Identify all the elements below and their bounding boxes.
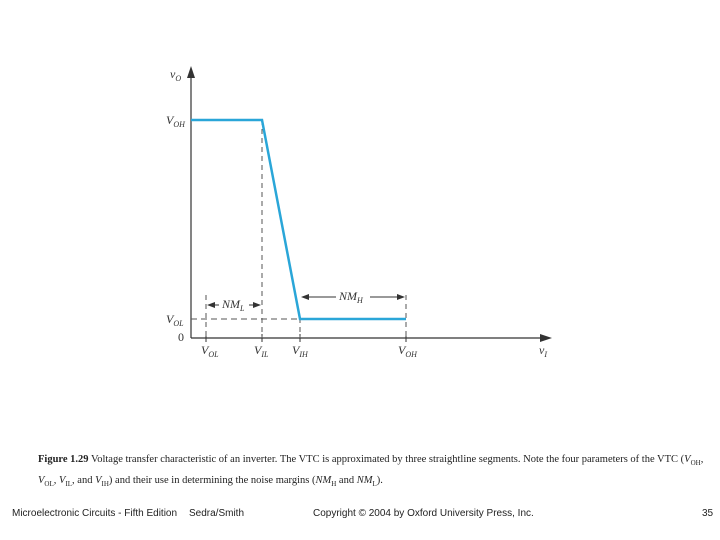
caption-oh: OH — [690, 459, 701, 468]
caption-h: H — [331, 480, 337, 489]
vol-y-label: $V_{OL}$ — [166, 312, 184, 328]
nml-arrowhead-right — [253, 302, 261, 308]
footer-authors: Sedra/Smith — [189, 508, 245, 519]
y-axis-label: $v_O$ — [170, 67, 182, 83]
vtc-curve — [191, 120, 406, 319]
caption-text: Voltage transfer characteristic of an inverter. The VTC is approximated by three straightline segments. Note the four parameters of the VTC ( — [88, 454, 685, 465]
caption-sep1: , — [700, 454, 704, 465]
caption-end: ). — [376, 475, 383, 487]
x-axis-label: $v_I$ — [539, 343, 547, 359]
vol-x-label: $V_{OL}$ — [201, 343, 219, 359]
y-axis-arrow — [187, 66, 195, 78]
nmh-arrowhead-right — [397, 294, 405, 300]
caption-nm1: NM — [315, 475, 332, 487]
vih-x-label: $V_{IH}$ — [292, 343, 308, 359]
nml-arrowhead-left — [207, 302, 215, 308]
caption-ih: IH — [101, 480, 109, 489]
nmh-label: $NM_H$ — [339, 289, 363, 305]
footer-page-number: 35 — [702, 508, 714, 519]
caption-il: IL — [65, 480, 73, 489]
caption-v3: V — [59, 475, 66, 487]
caption-ol: OL — [44, 480, 54, 489]
caption-v1: V — [684, 454, 691, 465]
zero-label: 0 — [178, 330, 184, 344]
caption-v2: V — [38, 475, 45, 487]
caption-and2: and — [336, 475, 357, 487]
caption-l: L — [372, 480, 377, 489]
caption-nm2: NM — [356, 475, 373, 487]
voh-y-label: $V_{OH}$ — [166, 113, 185, 129]
caption-and: , and — [72, 475, 96, 487]
vil-x-label: $V_{IL}$ — [254, 343, 269, 359]
nml-label: $NM_L$ — [222, 297, 245, 313]
caption-sep2: , — [53, 475, 60, 487]
nmh-arrowhead-left — [301, 294, 309, 300]
caption-v4: V — [95, 475, 102, 487]
figure-number: Figure 1.29 — [38, 454, 89, 465]
footer-book-title: Microelectronic Circuits - Fifth Edition — [12, 508, 178, 519]
x-axis-arrow — [540, 334, 552, 342]
voh-x-label: $V_{OH}$ — [398, 343, 417, 359]
caption-text-2: ) and their use in determining the noise margins ( — [108, 475, 316, 487]
figure-caption — [38, 451, 714, 493]
footer-copyright: Copyright © 2004 by Oxford University Press, Inc. — [313, 508, 534, 519]
